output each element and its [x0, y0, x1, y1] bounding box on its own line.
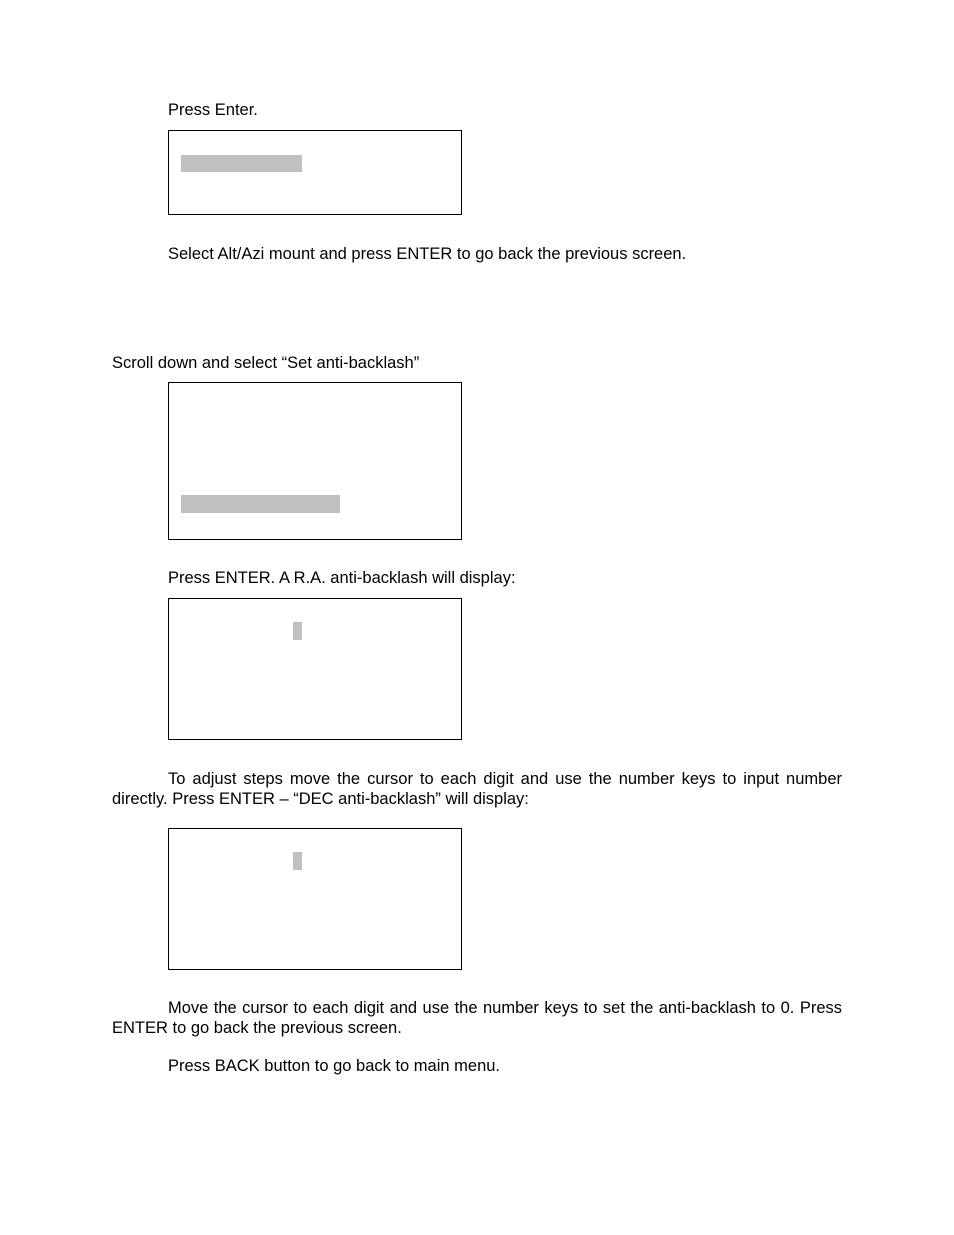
- instruction-adjust-steps: To adjust steps move the cursor to each digit and use the number keys to input number directly. Press ENTER – “DEC anti-backlash” will display:: [112, 770, 842, 808]
- instruction-press-enter-ra: Press ENTER. A R.A. anti-backlash will display:: [168, 569, 516, 587]
- lcd-screen-dec-anti-backlash: [168, 828, 462, 970]
- instruction-move-cursor: Move the cursor to each digit and use the number keys to set the anti-backlash to 0. Press ENTER to go back the previous screen.: [112, 999, 842, 1037]
- instruction-select-altazi: Select Alt/Azi mount and press ENTER to go back the previous screen.: [168, 245, 687, 263]
- instruction-press-back: Press BACK button to go back to main menu.: [168, 1057, 501, 1075]
- lcd-screen-ra-anti-backlash: [168, 598, 462, 740]
- instruction-scroll-down: Scroll down and select “Set anti-backlash”: [112, 354, 420, 372]
- digit-cursor: [293, 622, 302, 640]
- instruction-press-enter: Press Enter.: [168, 101, 258, 119]
- selection-highlight-bar: [181, 155, 302, 172]
- selection-highlight-bar: [181, 495, 340, 513]
- lcd-screen-setup-menu: [168, 382, 462, 540]
- digit-cursor: [293, 852, 302, 870]
- lcd-screen-mount-select: [168, 130, 462, 215]
